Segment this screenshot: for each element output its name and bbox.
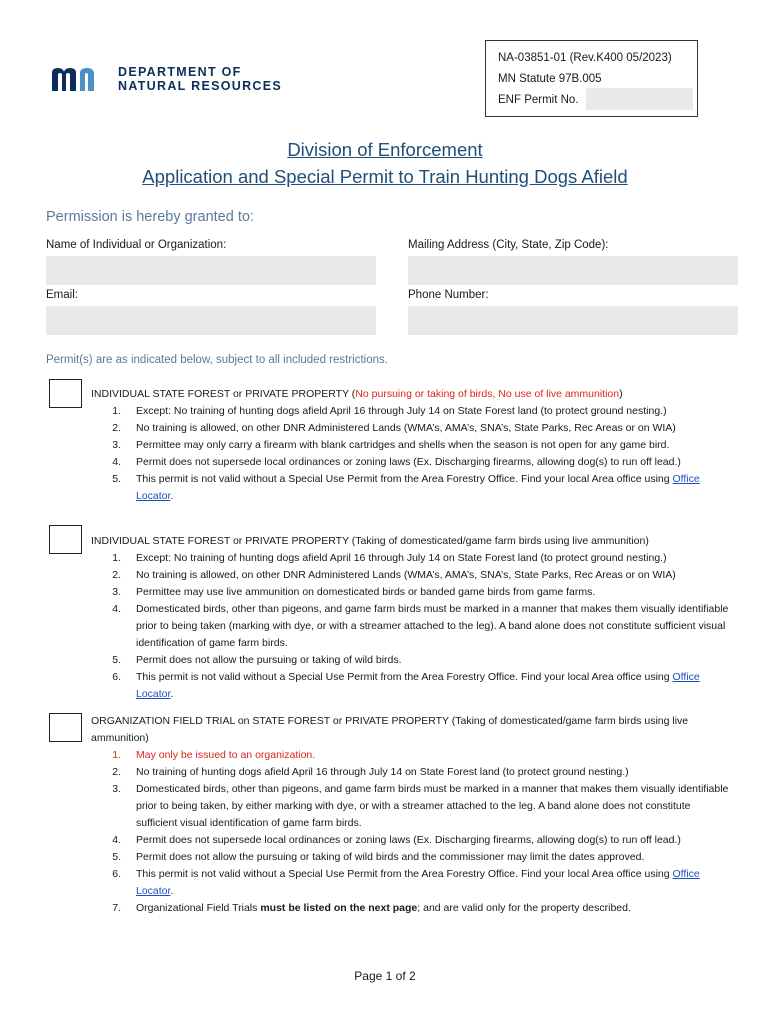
list-item: 2. No training of hunting dogs afield April 16 through July 14 on State Forest land (to protect ground nesting.) [112, 766, 629, 778]
list-item: 1. Except: No training of hunting dogs afield April 16 through July 14 on State Forest land (to protect ground nesting.) [112, 552, 667, 564]
statute: MN Statute 97B.005 [498, 73, 602, 85]
logo-line2: NATURAL RESOURCES [118, 79, 283, 93]
page-number: Page 1 of 2 [354, 969, 416, 983]
list-item: 2. No training is allowed, on other DNR Administered Lands (WMA’s, AMA’s, SNA’s, State Parks, Rec Areas or on WIA) [112, 569, 676, 581]
section-heading: INDIVIDUAL STATE FOREST or PRIVATE PROPERTY (No pursuing or taking of birds, No use of live ammunition) [91, 388, 623, 400]
section-individual-no-ammo [91, 386, 731, 505]
list-item: 3. Permittee may only carry a firearm with blank cartridges and shells when the season is not open for any game bird. [112, 439, 670, 451]
list-item: 4. Permit does not supersede local ordinances or zoning laws (Ex. Discharging firearms, allowing dog(s) to run off lead.) [112, 456, 681, 468]
address-field[interactable] [408, 256, 738, 285]
section-individual-live-ammo [91, 533, 731, 703]
email-label: Email: [46, 289, 78, 301]
phone-label: Phone Number: [408, 289, 489, 301]
mn-logo-icon [50, 65, 108, 93]
list-item: 1. Except: No training of hunting dogs afield April 16 through July 14 on State Forest land (to protect ground nesting.) [112, 405, 667, 417]
office-locator-link[interactable]: Office Locator [136, 473, 700, 502]
list-item: 5. Permit does not allow the pursuing or taking of wild birds and the commissioner may limit the dates approved. [112, 851, 645, 863]
list-item: 7. Organizational Field Trials must be listed on the next page; and are valid only for the property described. [112, 902, 631, 914]
name-field[interactable] [46, 256, 376, 285]
checkbox-organization-field-trial[interactable] [49, 713, 82, 742]
permit-number-field[interactable] [586, 88, 693, 110]
section-organization-field-trial [91, 713, 731, 917]
office-locator-link[interactable]: Office Locator [136, 868, 700, 897]
list-item: 4. Permit does not supersede local ordinances or zoning laws (Ex. Discharging firearms, allowing dog(s) to run off lead.) [112, 834, 681, 846]
office-locator-link[interactable]: Office Locator [136, 671, 700, 700]
list-item: 5. Permit does not allow the pursuing or taking of wild birds. [112, 654, 402, 666]
logo-line1: DEPARTMENT OF [118, 65, 242, 79]
list-item: 4. Domesticated birds, other than pigeons, and game farm birds must be marked in a manner that makes them visually identifiable prior to being taken (marking with dye, or with a streamer attached to the leg). A band alone does not constitute sufficient visual identification of game farm birds. [112, 603, 729, 649]
phone-field[interactable] [408, 306, 738, 335]
section-heading: INDIVIDUAL STATE FOREST or PRIVATE PROPERTY (Taking of domesticated/game farm birds using live ammunition) [91, 535, 649, 547]
address-label: Mailing Address (City, State, Zip Code): [408, 239, 609, 251]
list-item: 6. This permit is not valid without a Special Use Permit from the Area Forestry Office. Find your local Area office using Office Locator. [112, 671, 700, 700]
list-item: 5. This permit is not valid without a Special Use Permit from the Area Forestry Office. Find your local Area office using Office Locator. [112, 473, 700, 502]
section-heading: ORGANIZATION FIELD TRIAL on STATE FOREST or PRIVATE PROPERTY (Taking of domesticated/game farm birds using live ammunition) [91, 715, 689, 744]
list-item: 2. No training is allowed, on other DNR Administered Lands (WMA’s, AMA’s, SNA’s, State Parks, Rec Areas or on WIA) [112, 422, 676, 434]
name-label: Name of Individual or Organization: [46, 239, 227, 251]
permit-label: ENF Permit No. [498, 94, 579, 106]
list-item: 6. This permit is not valid without a Special Use Permit from the Area Forestry Office. Find your local Area office using Office Locator. [112, 868, 700, 897]
dnr-logo [50, 62, 300, 96]
list-item: 3. Domesticated birds, other than pigeons, and game farm birds must be marked in a manner that makes them visually identifiable prior to being taken, by either marking with dye, or with a streamer attached to the leg. A band alone does not constitute sufficient visual identification of game farm birds. [112, 783, 729, 829]
form-number: NA-03851-01 (Rev.K400 05/2023) [498, 52, 672, 64]
email-field[interactable] [46, 306, 376, 335]
title-division: Division of Enforcement [287, 139, 483, 160]
checkbox-individual-live-ammo[interactable] [49, 525, 82, 554]
checkbox-individual-no-ammo[interactable] [49, 379, 82, 408]
title-application: Application and Special Permit to Train Hunting Dogs Afield [142, 166, 628, 187]
form-info-box [485, 40, 698, 117]
permission-heading: Permission is hereby granted to: [46, 209, 254, 225]
permits-note: Permit(s) are as indicated below, subject to all included restrictions. [46, 354, 388, 366]
list-item: 1. May only be issued to an organization. [112, 749, 316, 761]
list-item: 3. Permittee may use live ammunition on domesticated birds or banded game birds from game farms. [112, 586, 596, 598]
